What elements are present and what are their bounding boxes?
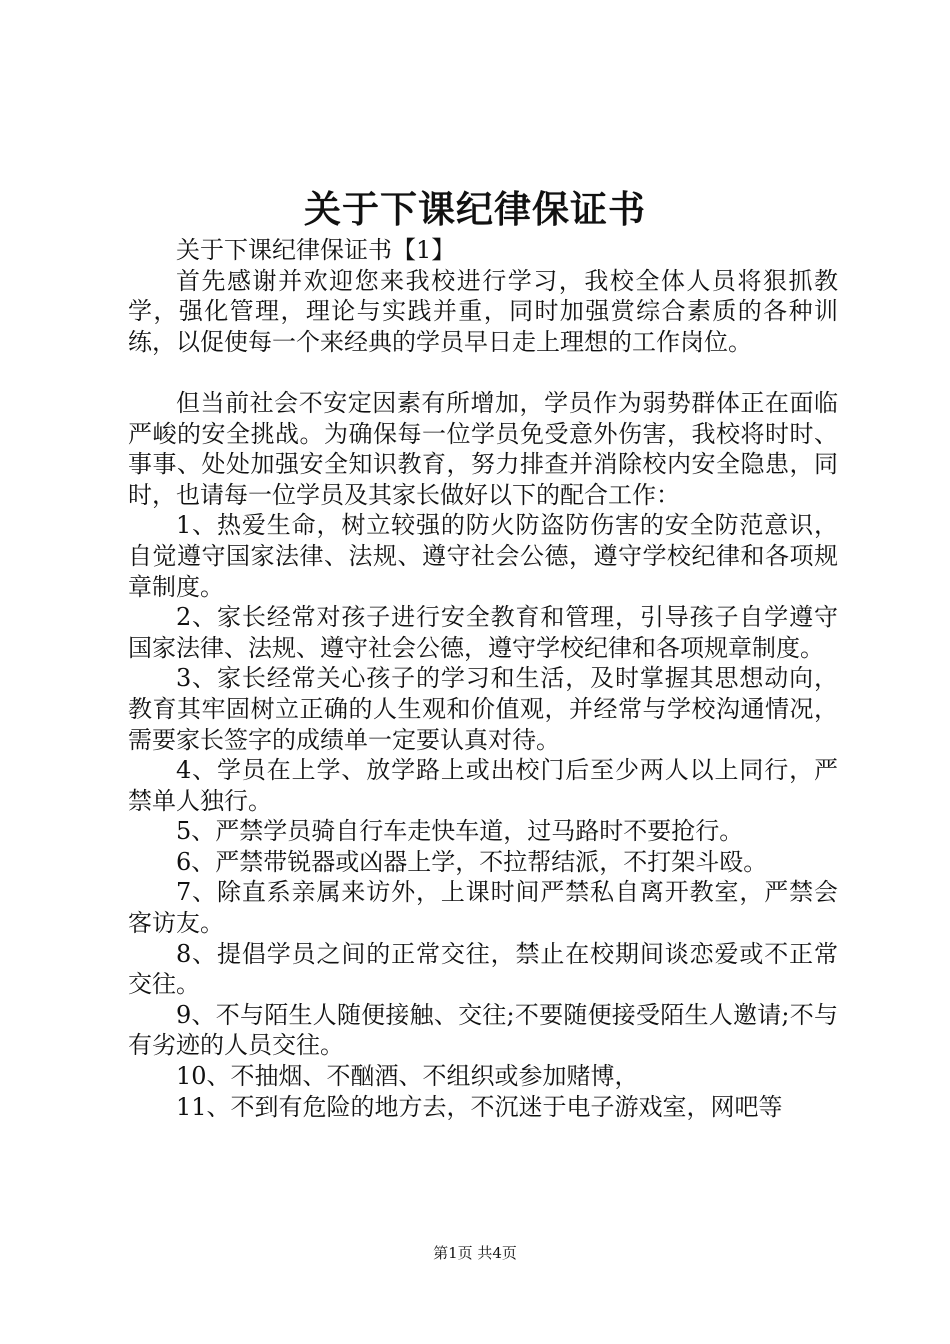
rule-item-11: 11、不到有危险的地方去，不沉迷于电子游戏室，网吧等 <box>176 1092 783 1121</box>
document-subtitle: 关于下课纪律保证书【1】 <box>176 236 456 264</box>
document-title: 关于下课纪律保证书 <box>304 187 646 231</box>
rule-item-3: 3、家长经常关心孩子的学习和生活，及时掌握其思想动向，教育其牢固树立正确的人生观和价值观，并经常与学校沟通情况，需要家长签字的成绩单一定要认真对待。 <box>128 664 838 754</box>
rule-item-4: 4、学员在上学、放学路上或出校门后至少两人以上同行，严禁单人独行。 <box>128 756 838 815</box>
rule-item-9: 9、不与陌生人随便接触、交往;不要随便接受陌生人邀请;不与有劣迹的人员交往。 <box>128 1000 838 1060</box>
rule-item-5: 5、严禁学员骑自行车走快车道，过马路时不要抢行。 <box>176 817 744 846</box>
rule-item-10: 10、不抽烟、不酗酒、不组织或参加赌博， <box>176 1062 639 1091</box>
page-footer: 第1页 共4页 <box>433 1244 517 1262</box>
rule-item-8: 8、提倡学员之间的正常交往，禁止在校期间谈恋爱或不正常交往。 <box>128 939 838 999</box>
document-body <box>128 235 838 1122</box>
rule-item-7: 7、除直系亲属来访外，上课时间严禁私自离开教室，严禁会客访友。 <box>128 878 838 938</box>
rule-item-2: 2、家长经常对孩子进行安全教育和管理，引导孩子自学遵守国家法律、法规、遵守社会公德，遵守学校纪律和各项规章制度。 <box>128 603 838 662</box>
paragraph-intro: 首先感谢并欢迎您来我校进行学习，我校全体人员将狠抓教学，强化管理，理论与实践并重，同时加强赏综合素质的各种训练，以促使每一个来经典的学员早日走上理想的工作岗位。 <box>128 266 838 356</box>
paragraph-context: 但当前社会不安定因素有所增加，学员作为弱势群体正在面临严峻的安全挑战。为确保每一位学员免受意外伤害，我校将时时、事事、处处加强安全知识教育，努力排查并消除校内安全隐患，同时，也请每一位学员及其家长做好以下的配合工作： <box>128 388 838 509</box>
rule-item-1: 1、热爱生命，树立较强的防火防盗防伤害的安全防范意识，自觉遵守国家法律、法规、遵守社会公德，遵守学校纪律和各项规章制度。 <box>128 511 838 601</box>
blank-line <box>128 357 838 388</box>
rule-item-6: 6、严禁带锐器或凶器上学，不拉帮结派，不打架斗殴。 <box>176 847 768 876</box>
